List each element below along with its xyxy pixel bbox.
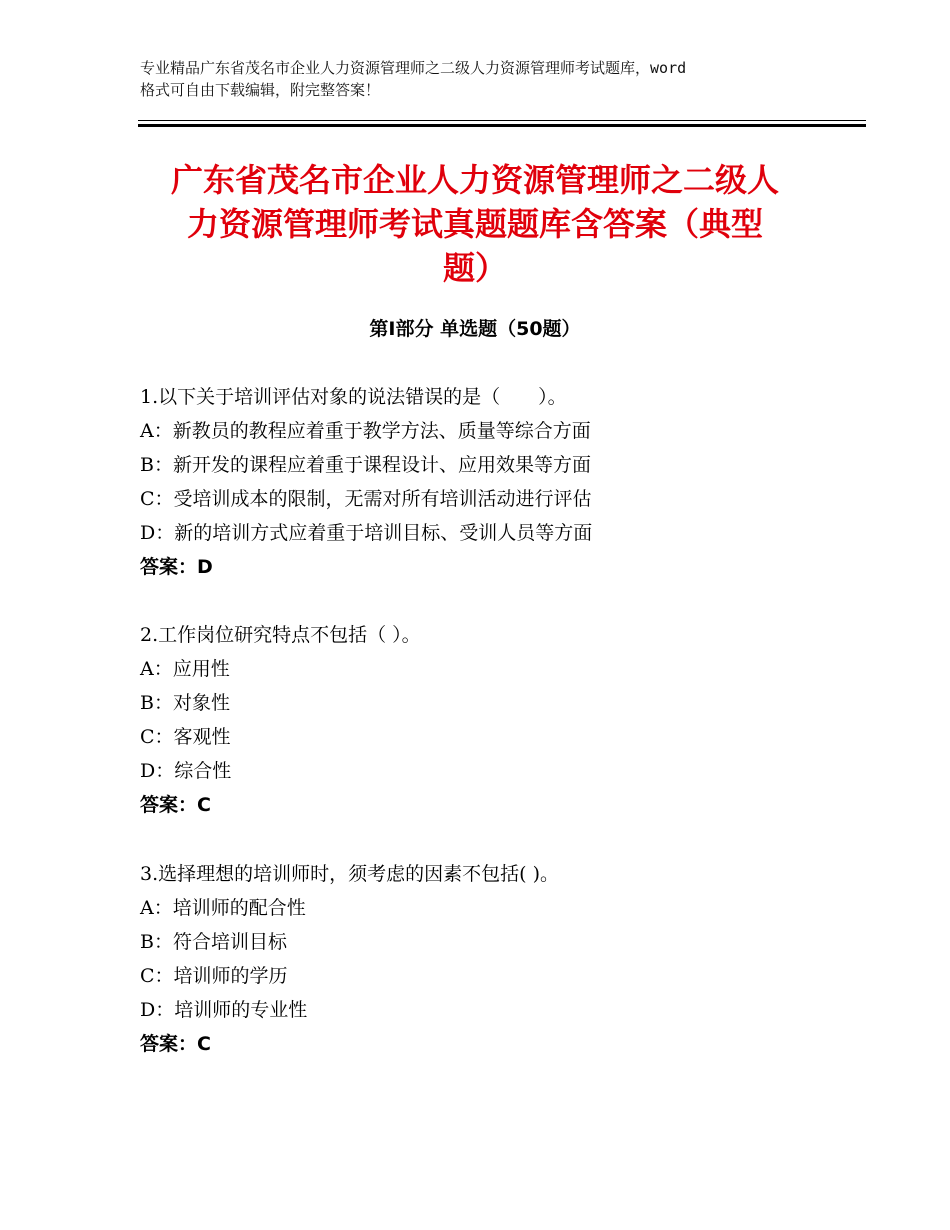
option-c: C：客观性 bbox=[140, 726, 231, 748]
question-stem: 1.以下关于培训评估对象的说法错误的是（ ）。 bbox=[140, 386, 567, 408]
header-line-2: 格式可自由下载编辑，附完整答案！ bbox=[140, 81, 381, 99]
header-rule-thick bbox=[138, 124, 866, 127]
question-stem: 3.选择理想的培训师时，须考虑的因素不包括( )。 bbox=[140, 863, 559, 885]
header-rule-thin bbox=[138, 120, 866, 121]
question-3 bbox=[140, 857, 840, 1061]
option-a: A：培训师的配合性 bbox=[140, 897, 306, 919]
title-line-3: 题） bbox=[442, 249, 507, 287]
option-a: A：应用性 bbox=[140, 658, 230, 680]
answer: 答案：D bbox=[140, 556, 213, 578]
title-line-2: 力资源管理师考试真题题库含答案（典型 bbox=[186, 205, 763, 243]
title-line-1: 广东省茂名市企业人力资源管理师之二级人 bbox=[170, 161, 779, 199]
document-title bbox=[100, 158, 850, 290]
answer: 答案：C bbox=[140, 794, 211, 816]
option-d: D：综合性 bbox=[140, 760, 232, 782]
option-b: B：对象性 bbox=[140, 692, 230, 714]
question-2 bbox=[140, 618, 840, 822]
option-b: B：新开发的课程应着重于课程设计、应用效果等方面 bbox=[140, 454, 591, 476]
option-c: C：受培训成本的限制，无需对所有培训活动进行评估 bbox=[140, 488, 592, 510]
document-header bbox=[140, 57, 820, 101]
header-line-1: 专业精品广东省茂名市企业人力资源管理师之二级人力资源管理师考试题库，word bbox=[140, 59, 687, 77]
option-c: C：培训师的学历 bbox=[140, 965, 288, 987]
option-a: A：新教员的教程应着重于教学方法、质量等综合方面 bbox=[140, 420, 591, 442]
question-stem: 2.工作岗位研究特点不包括（ ）。 bbox=[140, 624, 421, 646]
section-heading: 第Ⅰ部分 单选题（50题） bbox=[369, 318, 581, 340]
option-d: D：新的培训方式应着重于培训目标、受训人员等方面 bbox=[140, 522, 593, 544]
option-b: B：符合培训目标 bbox=[140, 931, 287, 953]
option-d: D：培训师的专业性 bbox=[140, 999, 308, 1021]
question-1 bbox=[140, 380, 840, 584]
answer: 答案：C bbox=[140, 1033, 211, 1055]
